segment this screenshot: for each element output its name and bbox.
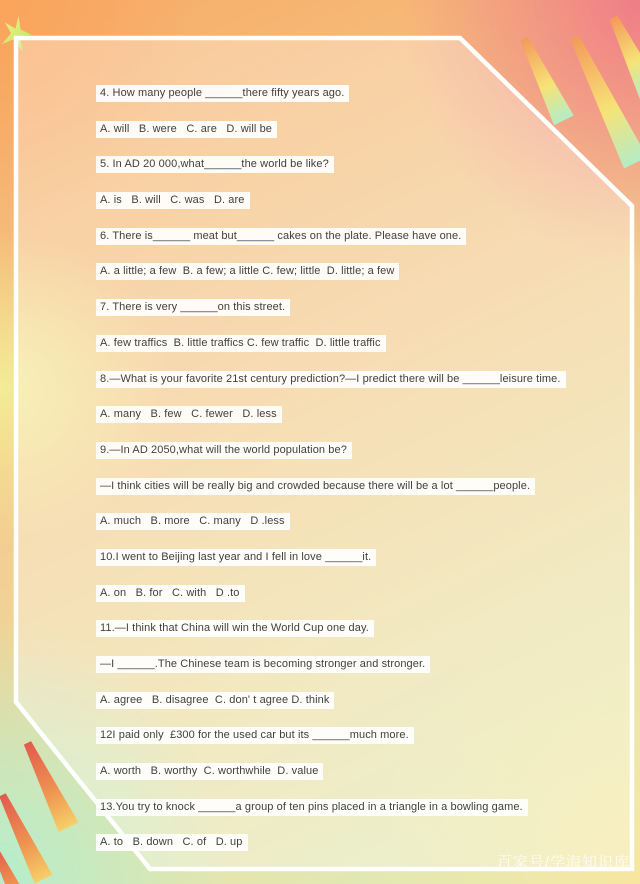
highlighted-text: 4. How many people ______there fifty years ago.	[96, 85, 349, 102]
highlighted-text: 8.—What is your favorite 21st century prediction?—I predict there will be ______leisure time.	[96, 371, 566, 388]
quiz-question-line	[96, 618, 566, 637]
highlighted-text: —I think cities will be really big and crowded because there will be a lot ______people.	[96, 478, 535, 495]
highlighted-text: 9.—In AD 2050,what will the world population be?	[96, 442, 352, 459]
highlighted-text: —I ______.The Chinese team is becoming stronger and stronger.	[96, 656, 430, 673]
highlighted-text: A. few traffics B. little traffics C. few traffic D. little traffic	[96, 335, 386, 352]
quiz-options-line	[96, 511, 566, 530]
quiz-options-line	[96, 333, 566, 352]
quiz-options-line	[96, 190, 566, 209]
quiz-options-line	[96, 119, 566, 138]
quiz-question-line	[96, 369, 566, 388]
highlighted-text: A. worth B. worthy C. worthwhile D. value	[96, 763, 323, 780]
quiz-question-line	[96, 476, 566, 495]
highlighted-text: A. agree B. disagree C. don' t agree D. think	[96, 692, 334, 709]
quiz-options-line	[96, 761, 566, 780]
highlighted-text: 10.I went to Beijing last year and I fell in love ______it.	[96, 549, 376, 566]
highlighted-text: A. to B. down C. of D. up	[96, 834, 248, 851]
highlighted-text: A. a little; a few B. a few; a little C. few; little D. little; a few	[96, 263, 399, 280]
highlighted-text: 6. There is______ meat but______ cakes on the plate. Please have one.	[96, 228, 466, 245]
highlighted-text: A. will B. were C. are D. will be	[96, 121, 277, 138]
quiz-options-line	[96, 404, 566, 423]
highlighted-text: A. many B. few C. fewer D. less	[96, 406, 282, 423]
highlighted-text: A. on B. for C. with D .to	[96, 585, 245, 602]
quiz-options-line	[96, 583, 566, 602]
quiz-question-line	[96, 154, 566, 173]
quiz-question-line	[96, 226, 566, 245]
watermark: 百家号/学海知识库	[496, 854, 630, 871]
quiz-question-line	[96, 440, 566, 459]
quiz-question-line	[96, 83, 566, 102]
quiz-options-line	[96, 261, 566, 280]
highlighted-text: A. much B. more C. many D .less	[96, 513, 290, 530]
quiz-question-line	[96, 725, 566, 744]
quiz-question-line	[96, 797, 566, 816]
quiz-lines	[96, 83, 566, 868]
quiz-options-line	[96, 690, 566, 709]
highlighted-text: 5. In AD 20 000,what______the world be like?	[96, 156, 334, 173]
highlighted-text: 13.You try to knock ______a group of ten pins placed in a triangle in a bowling game.	[96, 799, 528, 816]
highlighted-text: 11.—I think that China will win the World Cup one day.	[96, 620, 374, 637]
quiz-question-line	[96, 297, 566, 316]
highlighted-text: 12I paid only £300 for the used car but its ______much more.	[96, 727, 414, 744]
highlighted-text: 7. There is very ______on this street.	[96, 299, 290, 316]
quiz-options-line	[96, 832, 566, 851]
quiz-question-line	[96, 654, 566, 673]
quiz-question-line	[96, 547, 566, 566]
highlighted-text: A. is B. will C. was D. are	[96, 192, 250, 209]
